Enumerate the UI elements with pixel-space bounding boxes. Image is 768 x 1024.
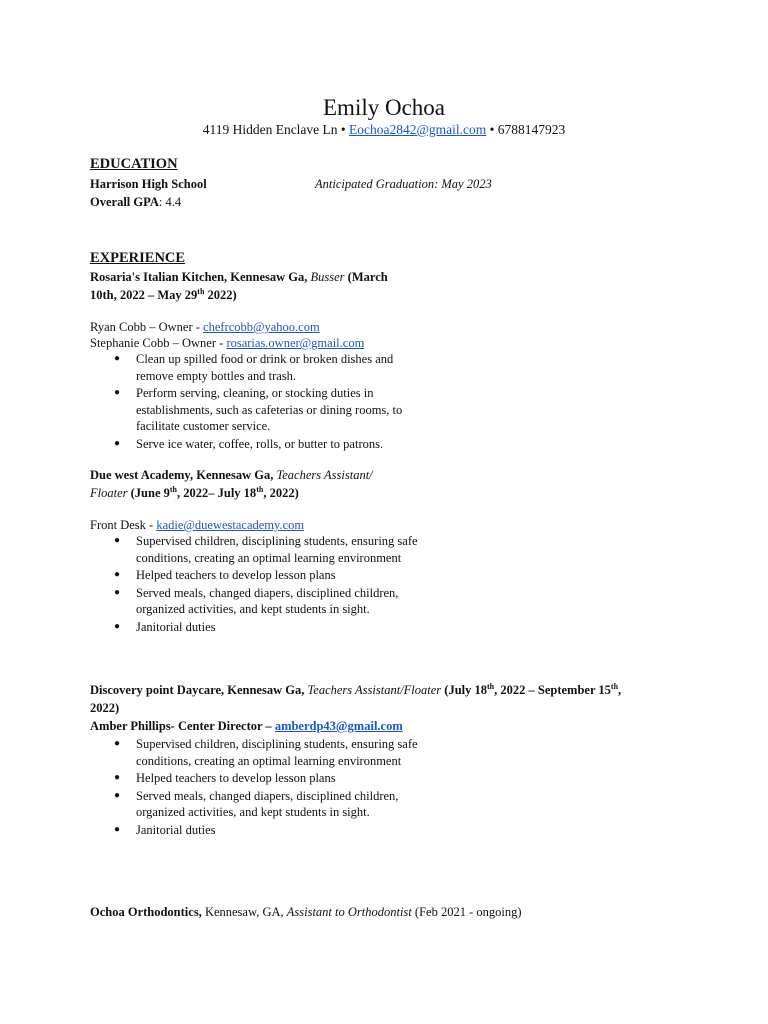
job1-contact2-label: Stephanie Cobb – Owner - <box>90 336 224 350</box>
job3-dates-line2: 2022) <box>90 701 120 715</box>
phone-separator: • <box>489 122 495 137</box>
job1-title-line2 <box>90 287 237 303</box>
job4-org: Ochoa Orthodontics, <box>90 905 202 919</box>
graduation-date: Anticipated Graduation: May 2023 <box>315 177 492 191</box>
job4-dates: (Feb 2021 - ongoing) <box>411 905 522 919</box>
job3-role: Teachers Assistant/Floater <box>307 683 442 697</box>
gpa-label: Overall GPA <box>90 195 159 209</box>
job2-role-line2: Floater <box>90 486 128 500</box>
bullet-icon: ● <box>114 535 121 546</box>
list-item: ● Janitorial duties <box>114 822 216 837</box>
bullet-icon: ● <box>114 789 121 801</box>
resume-name: Emily Ochoa <box>323 95 445 120</box>
job3-contact-label: Amber Phillips- Center Director – <box>90 719 272 733</box>
list-item: ● Served meals, changed diapers, disciplined children, organized activities, and kept students in sight. <box>114 585 399 616</box>
job2-contact <box>90 517 304 533</box>
bullet-icon: ● <box>114 738 121 749</box>
job1-dates-line1: (March <box>347 270 388 284</box>
job1-contact1-email[interactable]: chefrcobb@yahoo.com <box>203 320 320 334</box>
bullet-icon: ● <box>114 772 121 783</box>
list-item: ● Supervised children, disciplining students, ensuring safe conditions, creating an optimal learning environment <box>114 737 418 768</box>
contact-line <box>0 121 768 139</box>
phone: 6788147923 <box>497 122 566 137</box>
job3-duties <box>114 736 418 839</box>
job1-duties <box>114 351 418 453</box>
job4-role: Assistant to Orthodontist <box>286 905 412 919</box>
email-link[interactable]: Eochoa2842@gmail.com <box>349 122 487 137</box>
job1-dates-b: 2022) <box>204 288 237 302</box>
school-name: Harrison High School <box>90 177 207 191</box>
job3-contact-email[interactable]: amberdp43@gmail.com <box>274 719 403 733</box>
list-item: ● Supervised children, disciplining students, ensuring safe conditions, creating an optimal learning environment <box>114 534 418 565</box>
job1-contact2-email[interactable]: rosarias.owner@gmail.com <box>226 336 365 350</box>
job3-dates: (July 18th, 2022 – September 15th, <box>444 681 622 697</box>
job2-title-line1 <box>90 467 373 483</box>
job4-location: Kennesaw, GA, <box>201 905 284 919</box>
job1-org: Rosaria's Italian Kitchen, Kennesaw Ga, <box>90 270 308 284</box>
job1-contact1-label: Ryan Cobb – Owner - <box>90 320 200 334</box>
bullet-icon: ● <box>114 620 121 632</box>
bullet-icon: ● <box>114 353 121 364</box>
gpa <box>90 194 181 210</box>
list-item: ● Serve ice water, coffee, rolls, or butter to patrons. <box>114 436 384 451</box>
job2-duties <box>114 533 418 636</box>
job1-dates-a: 10th, 2022 – May 29 <box>90 288 198 302</box>
job1-dates-sup: th <box>197 286 205 296</box>
job1-role: Busser <box>310 270 345 284</box>
bullet-icon: ● <box>114 823 121 835</box>
list-item: ● Janitorial duties <box>114 619 216 634</box>
job3-contact <box>90 718 403 734</box>
experience-heading: EXPERIENCE <box>90 250 186 266</box>
job3-org: Discovery point Daycare, Kennesaw Ga, <box>90 683 305 697</box>
list-item: ● Served meals, changed diapers, disciplined children, organized activities, and kept students in sight. <box>114 788 399 819</box>
list-item: ● Perform serving, cleaning, or stocking duties in establishments, such as cafeterias or dining rooms, to facilitate customer service. <box>114 386 403 433</box>
job1-title-line1 <box>90 269 388 285</box>
job1-contact1 <box>90 319 320 335</box>
bullet-icon: ● <box>114 569 121 580</box>
job4-title <box>90 904 522 920</box>
job2-title-line2 <box>90 485 299 501</box>
education-heading: EDUCATION <box>90 156 178 172</box>
job2-contact-label: Front Desk - <box>90 518 154 532</box>
list-item: ● Helped teachers to develop lesson plans <box>114 568 336 582</box>
job2-contact-email[interactable]: kadie@duewestacademy.com <box>156 518 305 532</box>
job1-contact2 <box>90 335 364 351</box>
address: 4119 Hidden Enclave Ln • <box>202 122 346 137</box>
bullet-icon: ● <box>114 387 121 398</box>
gpa-value: : 4.4 <box>158 195 182 209</box>
job3-title-line1 <box>90 682 621 698</box>
job2-role-line1: Teachers Assistant/ <box>276 468 373 482</box>
job2-org: Due west Academy, Kennesaw Ga, <box>90 468 274 482</box>
job2-dates: (June 9th, 2022– July 18th, 2022) <box>130 484 299 500</box>
bullet-icon: ● <box>114 437 121 449</box>
list-item: ● Helped teachers to develop lesson plans <box>114 771 336 785</box>
bullet-icon: ● <box>114 586 121 598</box>
list-item: ● Clean up spilled food or drink or broken dishes and remove empty bottles and trash. <box>114 352 394 383</box>
